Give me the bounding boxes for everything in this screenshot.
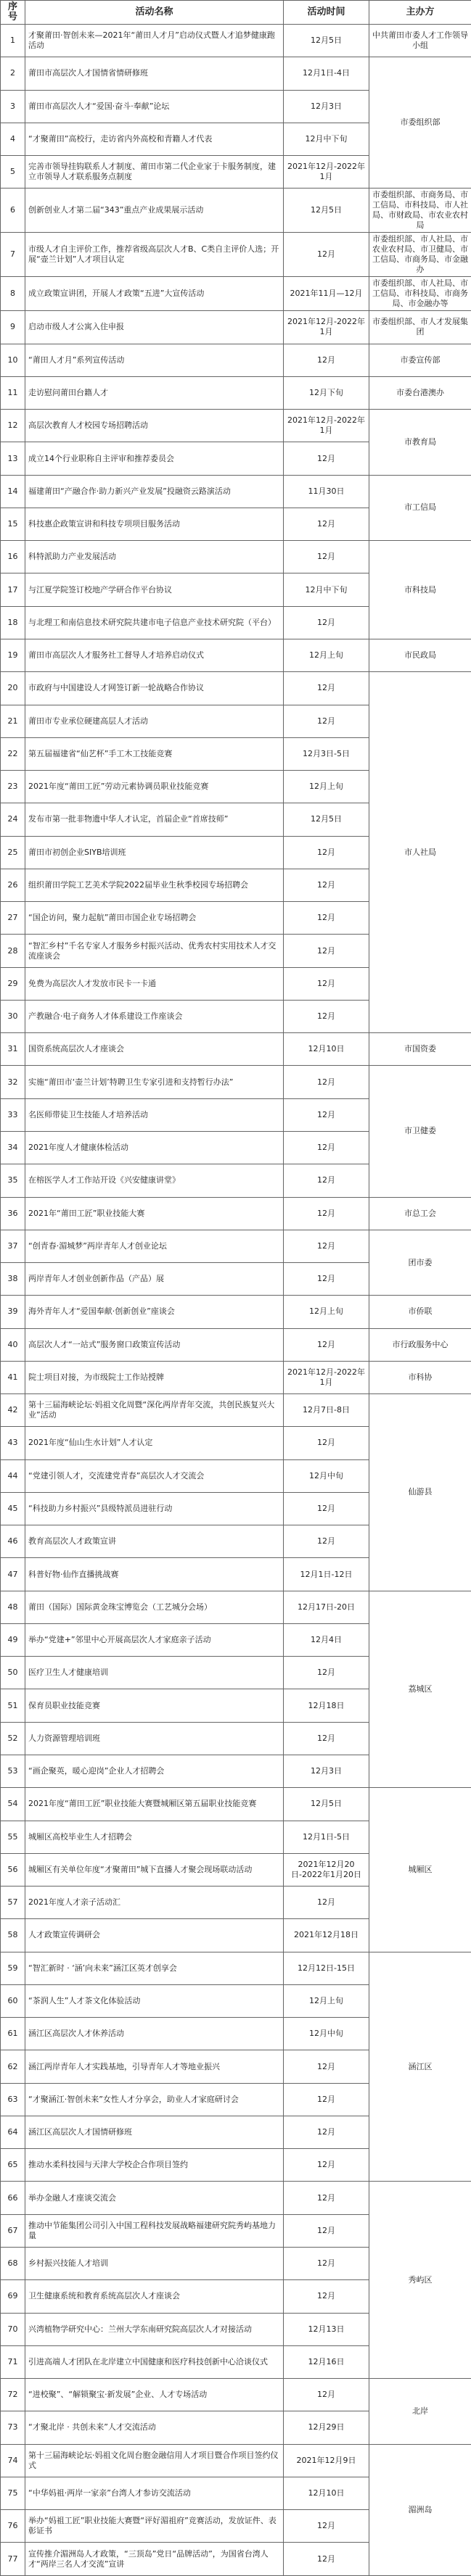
row-number: 6: [1, 189, 25, 233]
header-no: 序号: [1, 1, 25, 25]
organizer: 北岸: [369, 2379, 471, 2445]
activity-time: 12月: [284, 1328, 369, 1361]
table-row: [1, 410, 471, 442]
activity-name: 科特派助力产业发展活动: [25, 541, 284, 573]
activity-name: 在榕医学人才工作站开设《兴安健康讲堂》: [25, 1164, 284, 1197]
activity-time: 12月: [284, 1525, 369, 1558]
row-number: 25: [1, 836, 25, 869]
activity-name: 2021年度“莆田工匠”职业技能大赛暨城厢区第五届职业技能竞赛: [25, 1788, 284, 1821]
activity-time: 12月: [284, 1722, 369, 1755]
activity-time: 12月: [284, 836, 369, 869]
activity-name: 科普好物·仙作直播挑战赛: [25, 1558, 284, 1591]
table-row: [1, 1296, 471, 1328]
activity-name: 宣传推介湄洲岛人才政策，“三顶岛”党日“品牌活动”，为国省台湾人才“两岸三名人才交流”宣讲: [25, 2543, 284, 2575]
activity-time: 12月: [284, 442, 369, 475]
activity-time: 12月上旬: [284, 639, 369, 671]
row-number: 24: [1, 803, 25, 836]
activity-time: 12月: [284, 705, 369, 737]
row-number: 75: [1, 2477, 25, 2509]
row-number: 33: [1, 1098, 25, 1131]
header-activity-name: 活动名称: [25, 1, 284, 25]
organizer: 中共莆田市委人才工作领导小组: [369, 25, 471, 57]
row-number: 66: [1, 2182, 25, 2214]
organizer: 市行政服务中心: [369, 1328, 471, 1361]
activity-time: 12月13日: [284, 2313, 369, 2345]
row-number: 5: [1, 156, 25, 189]
activity-time: 12月: [284, 869, 369, 901]
row-number: 27: [1, 902, 25, 935]
row-number: 44: [1, 1459, 25, 1492]
row-number: 64: [1, 2116, 25, 2148]
row-number: 57: [1, 1887, 25, 1919]
row-number: 2: [1, 57, 25, 90]
activity-name: “党建引领人才，交流建党青春”高层次人才交流会: [25, 1459, 284, 1492]
table-row: [1, 233, 471, 277]
organizer: 市总工会: [369, 1197, 471, 1230]
activity-time: 12月: [284, 2379, 369, 2411]
table-row: [1, 25, 471, 57]
table-row: [1, 1197, 471, 1230]
table-row: [1, 1591, 471, 1623]
activity-time: 12月3日-5日: [284, 737, 369, 770]
row-number: 53: [1, 1755, 25, 1788]
row-number: 19: [1, 639, 25, 671]
row-number: 69: [1, 2280, 25, 2313]
activity-name: 保育员职业技能竞赛: [25, 1689, 284, 1722]
activity-name: 才聚莆田·智创未来—2021年“莆田人才月”启动仪式暨人才追梦健康跑活动: [25, 25, 284, 57]
organizer: 湄洲岛: [369, 2444, 471, 2575]
activity-name: 推动中节能集团公司引入中国工程科技发展战略福建研究院秀屿基地力量: [25, 2214, 284, 2247]
row-number: 32: [1, 1066, 25, 1098]
row-number: 14: [1, 475, 25, 508]
activity-time: 12月: [284, 2248, 369, 2280]
organizer: 仙游县: [369, 1394, 471, 1591]
activity-time: 12月下旬: [284, 376, 369, 409]
organizer: 市科技局: [369, 541, 471, 639]
row-number: 4: [1, 123, 25, 155]
table-row: [1, 2379, 471, 2411]
activity-name: 举办“党建+”邻里中心开展高层次人才家庭亲子活动: [25, 1623, 284, 1656]
organizer: 市委组织部: [369, 57, 471, 189]
activity-time: 12月10日: [284, 2477, 369, 2509]
table-row: [1, 311, 471, 344]
row-number: 10: [1, 344, 25, 376]
table-row: [1, 376, 471, 409]
activity-time: 12月: [284, 508, 369, 540]
row-number: 50: [1, 1657, 25, 1689]
organizer: 市委组织部、市人才发展集团: [369, 311, 471, 344]
row-number: 41: [1, 1361, 25, 1393]
activity-name: 实施“莆田市‘壶兰计划’特聘卫生专家引进和支持暂行办法”: [25, 1066, 284, 1098]
activity-name: 2021年度人才亲子活动汇: [25, 1887, 284, 1919]
row-number: 47: [1, 1558, 25, 1591]
activity-time: 12月10日: [284, 1033, 369, 1066]
activity-name: “创青春·湄城梦”两岸青年人才创业论坛: [25, 1230, 284, 1262]
activity-name: 高层次教育人才校园专场招聘活动: [25, 410, 284, 442]
activity-time: 12月12日-15日: [284, 1952, 369, 1984]
activity-time: 12月上旬: [284, 1984, 369, 2017]
activity-time: 12月: [284, 2050, 369, 2083]
activity-time: 12月: [284, 672, 369, 705]
row-number: 15: [1, 508, 25, 540]
activity-name: “茶润人生”人才茶文化体验活动: [25, 1984, 284, 2017]
activity-name: 名医师带徒卫生技能人才培养活动: [25, 1098, 284, 1131]
row-number: 22: [1, 737, 25, 770]
row-number: 28: [1, 935, 25, 967]
activity-name: 涵江区高层次人才国情研修班: [25, 2116, 284, 2148]
activity-time: 12月: [284, 1427, 369, 1459]
activity-time: 12月: [284, 1887, 369, 1919]
activity-time: 12月5日: [284, 1788, 369, 1821]
table-row: [1, 189, 471, 233]
activity-time: 12月18日: [284, 1689, 369, 1722]
row-number: 21: [1, 705, 25, 737]
activity-name: 市政府与中国建设人才网签订新一轮战略合作协议: [25, 672, 284, 705]
row-number: 3: [1, 90, 25, 123]
table-row: [1, 2182, 471, 2214]
activity-name: “画企聚英，暖心迎岗”企业人才招聘会: [25, 1755, 284, 1788]
activity-time: 12月7日-8日: [284, 1394, 369, 1427]
row-number: 59: [1, 1952, 25, 1984]
activity-time: 12月中下旬: [284, 123, 369, 155]
row-number: 29: [1, 967, 25, 1000]
organizer: 市民政局: [369, 639, 471, 671]
activity-time: 12月: [284, 2280, 369, 2313]
row-number: 35: [1, 1164, 25, 1197]
activity-name: “中华妈祖·两岸一家亲”台湾人才参访交流活动: [25, 2477, 284, 2509]
organizer: 市教育局: [369, 410, 471, 476]
activity-time: 12月: [284, 902, 369, 935]
activity-name: 涵江两岸青年人才实践基地，引导青年人才等地业振兴: [25, 2050, 284, 2083]
row-number: 45: [1, 1492, 25, 1525]
row-number: 11: [1, 376, 25, 409]
activity-name: 推动水柔科技园与天津大学校企合作项目签约: [25, 2149, 284, 2182]
organizer: 城厢区: [369, 1788, 471, 1952]
table-row: [1, 2444, 471, 2477]
activity-name: 引进高端人才团队在北岸建立中国健康和医疗科技创新中心洽谈仪式: [25, 2345, 284, 2378]
activity-name: “科技助力乡村振兴”县级特派员进驻行动: [25, 1492, 284, 1525]
activity-time: 12月: [284, 541, 369, 573]
row-number: 71: [1, 2345, 25, 2378]
row-number: 51: [1, 1689, 25, 1722]
activity-name: 卫生健康系统和教育系统高层次人才座谈会: [25, 2280, 284, 2313]
row-number: 9: [1, 311, 25, 344]
activity-time: 2021年12月-2022年1月: [284, 410, 369, 442]
row-number: 38: [1, 1263, 25, 1296]
organizer: 市人社局: [369, 672, 471, 1033]
activity-time: 12月: [284, 2214, 369, 2247]
table-row: [1, 475, 471, 508]
organizer: 涵江区: [369, 1952, 471, 2182]
activity-name: 两岸青年人才创业创新作品（产品）展: [25, 1263, 284, 1296]
organizer: 市卫健委: [369, 1066, 471, 1197]
activity-time: 11月30日: [284, 475, 369, 508]
activity-time: 12月: [284, 1066, 369, 1098]
activity-name: 兴湾植物学研究中心：兰州大学东南研究院高层次人才对接活动: [25, 2313, 284, 2345]
activity-name: “才聚北岸 · 共创未来”人才交流活动: [25, 2411, 284, 2444]
activity-time: 12月: [284, 1000, 369, 1032]
activity-name: 院士项目对接，为市级院士工作站授牌: [25, 1361, 284, 1393]
activity-time: 12月: [284, 344, 369, 376]
activity-time: 12月3日: [284, 90, 369, 123]
activity-name: 莆田市专业承位硬建高层人才活动: [25, 705, 284, 737]
activity-name: 创新创业人才第二届“343”重点产业成果展示活动: [25, 189, 284, 233]
table-row: [1, 1952, 471, 1984]
table-row: [1, 672, 471, 705]
activity-name: 第十三届海峡论坛·妈祖文化周台胞金融信用人才项目暨合作项目签约仪式: [25, 2444, 284, 2477]
activity-time: 12月17日-20日: [284, 1591, 369, 1623]
activity-name: “智汇新时 · ‘涵’向未来”涵江区英才创享会: [25, 1952, 284, 1984]
activity-name: 发布市第一批非物遗中华人才认定，首届企业“首席技师”: [25, 803, 284, 836]
row-number: 63: [1, 2083, 25, 2116]
row-number: 42: [1, 1394, 25, 1427]
activity-name: 与北理工和南信息技术研究院共建市电子信息产业技术研究院（平台）: [25, 606, 284, 639]
activity-time: 12月中下旬: [284, 573, 369, 606]
row-number: 12: [1, 410, 25, 442]
row-number: 76: [1, 2510, 25, 2543]
activity-name: 人才政策宣传调研会: [25, 1919, 284, 1952]
table-row: [1, 1361, 471, 1393]
activity-time: 12月: [284, 1492, 369, 1525]
row-number: 68: [1, 2248, 25, 2280]
row-number: 60: [1, 1984, 25, 2017]
activity-time: 12月上旬: [284, 1296, 369, 1328]
activity-time: 12月1日-12日: [284, 1558, 369, 1591]
activity-name: “智汇乡村”千名专家人才服务乡村振兴活动、优秀农村实用技术人才交流座谈会: [25, 935, 284, 967]
header-organizer: 主办方: [369, 1, 471, 25]
activity-time: 2021年12月-2022年1月: [284, 156, 369, 189]
organizer: 市国资委: [369, 1033, 471, 1066]
activity-time: 12月: [284, 2543, 369, 2575]
row-number: 62: [1, 2050, 25, 2083]
row-number: 18: [1, 606, 25, 639]
row-number: 55: [1, 1821, 25, 1853]
activity-name: 成立政策宣讲团，开展人才政策“五进”大宣传活动: [25, 277, 284, 311]
table-row: [1, 1788, 471, 1821]
activity-time: 2021年12月20日-2022年1月20日: [284, 1853, 369, 1886]
activity-name: 与江夏学院签订校地产学研合作平台协议: [25, 573, 284, 606]
organizer: 荔城区: [369, 1591, 471, 1788]
table-row: [1, 277, 471, 311]
row-number: 8: [1, 277, 25, 311]
table-row: [1, 1033, 471, 1066]
activity-name: 启动市级人才公寓入住申报: [25, 311, 284, 344]
activity-name: 莆田市高层次人才国情省情研修班: [25, 57, 284, 90]
row-number: 43: [1, 1427, 25, 1459]
activity-name: “才聚涵江·智创未来”女性人才分享会，助业人才家庭研讨会: [25, 2083, 284, 2116]
row-number: 26: [1, 869, 25, 901]
activity-name: 产教融合·电子商务人才体系建设工作座谈会: [25, 1000, 284, 1032]
activity-name: 教育高层次人才政策宣讲: [25, 1525, 284, 1558]
organizer: 市科协: [369, 1361, 471, 1393]
activity-time: 12月: [284, 2083, 369, 2116]
row-number: 56: [1, 1853, 25, 1886]
activity-time: 12月: [284, 1098, 369, 1131]
table-row: [1, 57, 471, 90]
activity-time: 12月: [284, 1197, 369, 1230]
table-row: [1, 344, 471, 376]
activity-name: 高层次人才“一站式”服务窗口政策宣传活动: [25, 1328, 284, 1361]
activity-name: 举办金融人才座谈交流会: [25, 2182, 284, 2214]
activity-time: 12月29日: [284, 2411, 369, 2444]
row-number: 46: [1, 1525, 25, 1558]
activity-time: 12月: [284, 2149, 369, 2182]
activity-time: 2021年12月18日: [284, 1919, 369, 1952]
row-number: 16: [1, 541, 25, 573]
activity-time: 12月5日: [284, 803, 369, 836]
table-row: [1, 639, 471, 671]
activity-time: 12月: [284, 1164, 369, 1197]
activity-time: 2021年12月-2022年1月: [284, 1361, 369, 1393]
organizer: 市委台港澳办: [369, 376, 471, 409]
activity-time: 12月: [284, 1230, 369, 1262]
activity-name: 2021年“莆田工匠”职业技能大赛: [25, 1197, 284, 1230]
row-number: 31: [1, 1033, 25, 1066]
activity-time: 12月4日: [284, 1623, 369, 1656]
activity-name: 涵江区高层次人才休养活动: [25, 2018, 284, 2050]
row-number: 52: [1, 1722, 25, 1755]
activity-name: 乡村振兴技能人才培训: [25, 2248, 284, 2280]
organizer: 团市委: [369, 1230, 471, 1296]
activity-name: 科技惠企政策宣讲和科技专项项目服务活动: [25, 508, 284, 540]
organizer: 秀屿区: [369, 2182, 471, 2379]
activity-name: “莆田人才月”系列宣传活动: [25, 344, 284, 376]
activity-name: 第十三届海峡论坛·妈祖文化周暨“深化两岸青年交流，共创民族复兴大业”活动: [25, 1394, 284, 1427]
organizer: 市侨联: [369, 1296, 471, 1328]
row-number: 65: [1, 2149, 25, 2182]
activity-name: 组织莆田学院工艺美术学院2022届毕业生秋季校园专场招聘会: [25, 869, 284, 901]
activity-time: 12月1日-4日: [284, 57, 369, 90]
activity-name: 城厢区高校毕业生人才招聘会: [25, 1821, 284, 1853]
activity-time: 12月5日: [284, 25, 369, 57]
activity-name: “才聚莆田”高校行，走访省内外高校和青籍人才代表: [25, 123, 284, 155]
table-row: [1, 541, 471, 573]
row-number: 37: [1, 1230, 25, 1262]
activity-time: 12月: [284, 1131, 369, 1164]
activity-time: 12月1日-5日: [284, 1821, 369, 1853]
activity-time: 2021年12月9日: [284, 2444, 369, 2477]
row-number: 34: [1, 1131, 25, 1164]
row-number: 58: [1, 1919, 25, 1952]
table-row: [1, 1066, 471, 1098]
activity-time: 12月: [284, 2182, 369, 2214]
header-activity-time: 活动时间: [284, 1, 369, 25]
activity-time: 12月: [284, 967, 369, 1000]
activity-time: 12月: [284, 233, 369, 277]
table-row: [1, 1328, 471, 1361]
activity-time: 12月: [284, 2116, 369, 2148]
activity-time: 12月3日: [284, 1755, 369, 1788]
row-number: 77: [1, 2543, 25, 2575]
row-number: 30: [1, 1000, 25, 1032]
activity-name: 2021年度人才健康体检活动: [25, 1131, 284, 1164]
activity-name: 莆田（国际）国际黄金珠宝博览会（工艺城分会场）: [25, 1591, 284, 1623]
table-header-row: [1, 1, 471, 25]
row-number: 70: [1, 2313, 25, 2345]
row-number: 36: [1, 1197, 25, 1230]
activity-name: 城厢区有关单位年度“才聚莆田”城下直播人才聚会现场联动活动: [25, 1853, 284, 1886]
activity-name: 莆田市初创企业SIYB培训班: [25, 836, 284, 869]
row-number: 17: [1, 573, 25, 606]
organizer: 市委宣传部: [369, 344, 471, 376]
activity-name: 2021年度“莆田工匠”劳动元素协调员职业技能竞赛: [25, 771, 284, 803]
activity-time: 2021年11月—12月: [284, 277, 369, 311]
organizer: 市工信局: [369, 475, 471, 541]
activity-name: 海外青年人才“爱国奉献·创新创业”座谈会: [25, 1296, 284, 1328]
activity-time: 12月: [284, 1657, 369, 1689]
activity-time: 12月: [284, 1263, 369, 1296]
activity-time: 12月中旬: [284, 1459, 369, 1492]
row-number: 1: [1, 25, 25, 57]
activity-name: 完善市领导挂钩联系人才制度、莆田市第二代企业家于卡服务制度，建立市领导人才联系服务点制度: [25, 156, 284, 189]
row-number: 48: [1, 1591, 25, 1623]
row-number: 73: [1, 2411, 25, 2444]
row-number: 74: [1, 2444, 25, 2477]
organizer: 市委组织部、市人社局、市工信局、市科技局、市商务局、市金融办等: [369, 277, 471, 311]
activity-time: 12月: [284, 606, 369, 639]
activity-name: 市级人才自主评价工作，推荐省级高层次人才B、C类自主评价人选；开展“壶兰计划”人才项目认定: [25, 233, 284, 277]
activity-name: 医疗卫生人才健康培训: [25, 1657, 284, 1689]
row-number: 72: [1, 2379, 25, 2411]
activity-time: 12月5日: [284, 189, 369, 233]
table-row: [1, 1230, 471, 1262]
activity-name: 福建莆田“产融合作·助力新兴产业发展”投融资云路演活动: [25, 475, 284, 508]
row-number: 49: [1, 1623, 25, 1656]
activity-time: 12月上旬: [284, 771, 369, 803]
table-body: [1, 25, 471, 2576]
activity-name: 莆田市高层次人才服务社工督导人才培养启动仪式: [25, 639, 284, 671]
row-number: 54: [1, 1788, 25, 1821]
row-number: 23: [1, 771, 25, 803]
organizer: 市委组织部、市人社局、市农业农村局、市卫健局、市工信局、市商务局、市金融办: [369, 233, 471, 277]
row-number: 7: [1, 233, 25, 277]
activity-name: 第五届福建省“仙艺杯”手工木工技能竞赛: [25, 737, 284, 770]
activity-time: 2021年12月-2022年1月: [284, 311, 369, 344]
activity-name: 举办“妈祖工匠”职业技能大赛暨“评好湄祖府”竞赛活动，发放证件、表彰证书: [25, 2510, 284, 2543]
activity-time: 12月中旬: [284, 2018, 369, 2050]
activity-name: 2021年度“仙山生水计划”人才认定: [25, 1427, 284, 1459]
activity-name: “国企访问，聚力起航”莆田市国企业专场招聘会: [25, 902, 284, 935]
table-row: [1, 1394, 471, 1427]
row-number: 67: [1, 2214, 25, 2247]
row-number: 61: [1, 2018, 25, 2050]
activity-time: 12月16日: [284, 2345, 369, 2378]
organizer: 市委组织部、市商务局、市工信局、市科技局、市人社局、市财政局、市农业农村局: [369, 189, 471, 233]
activity-name: 国资系统高层次人才座谈会: [25, 1033, 284, 1066]
activity-name: 人力资源管理培训班: [25, 1722, 284, 1755]
row-number: 40: [1, 1328, 25, 1361]
row-number: 13: [1, 442, 25, 475]
activity-name: 成立14个行业职称自主评审和推荐委员会: [25, 442, 284, 475]
activity-time: 12月: [284, 935, 369, 967]
activity-name: “进校聚”、“解锁聚宝·新发展”企业、人才专场活动: [25, 2379, 284, 2411]
activity-name: 莆田市高层次人才“爱国·奋斗·奉献”论坛: [25, 90, 284, 123]
activity-name: 免费为高层次人才发放市民卡一卡通: [25, 967, 284, 1000]
row-number: 20: [1, 672, 25, 705]
activity-name: 走访慰问莆田台籍人才: [25, 376, 284, 409]
activity-time: 12月: [284, 2510, 369, 2543]
row-number: 39: [1, 1296, 25, 1328]
